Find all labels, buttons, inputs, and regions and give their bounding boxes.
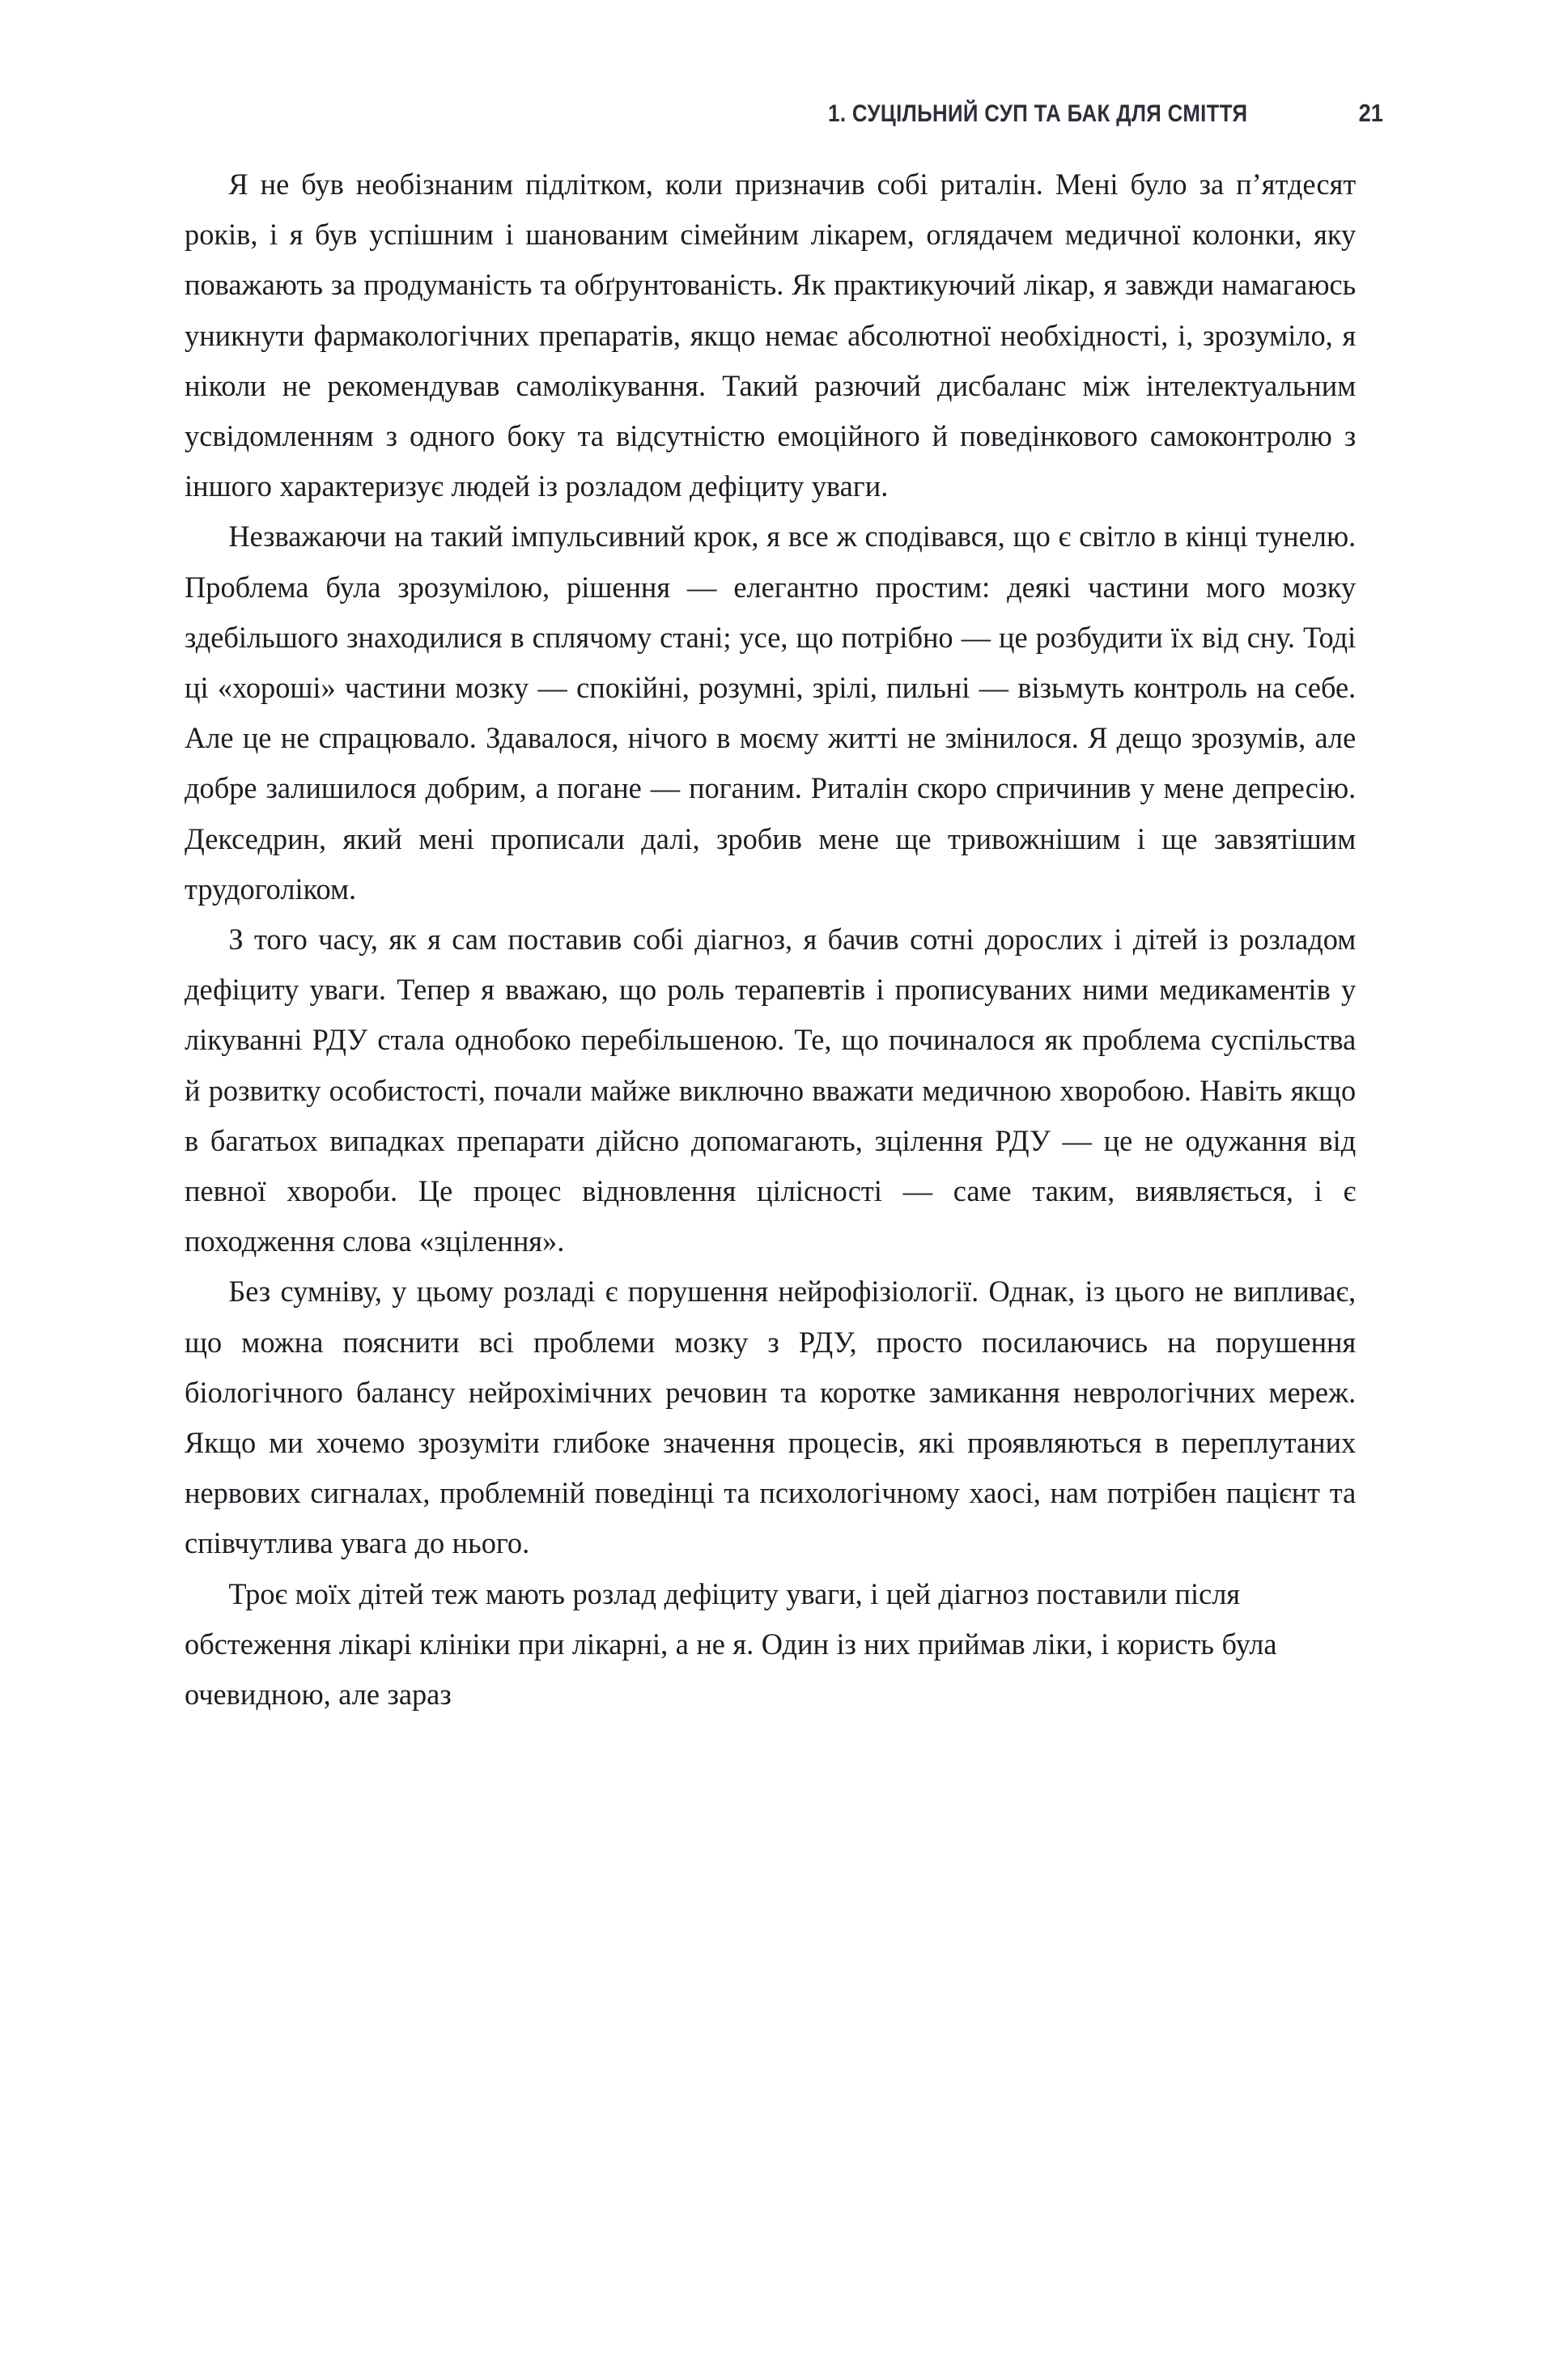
paragraph: Я не був необізнаним підлітком, коли призначив собі риталін. Мені було за п’ятдесят років, і я був успішним і шанованим сімейним лікарем, оглядачем медичної колонки, яку поважають за продуманість та обґрунтованість. Як практикуючий лікар, я завжди намагаюсь уникнути фармакологічних препаратів, якщо немає абсолютної необхідності, і, зрозуміло, я ніколи не рекомендував самолікування. Такий разючий дисбаланс між інтелектуальним усвідомленням з одного боку та відсутністю емоційного й поведінкового самоконтролю з іншого характеризує людей із розладом дефіциту уваги. [185,168,1357,504]
paragraph: Без сумніву, у цьому розладі є порушення нейрофізіології. Однак, із цього не випливає, що можна пояснити всі проблеми мозку з РДУ, просто посилаючись на порушення біологічного балансу нейрохімічних речовин та коротке замикання неврологічних мереж. Якщо ми хочемо зрозуміти глибоке значення процесів, які проявляються в переплутаних нервових сигналах, проблемній поведінці та психологічному хаосі, нам потрібен пацієнт та співчутлива увага до нього. [185,1275,1357,1561]
running-head [185,99,1392,136]
page-number: 21 [1358,99,1383,127]
running-head-chapter-title: 1. СУЦІЛЬНИЙ СУП ТА БАК ДЛЯ СМІТТЯ [828,100,1248,127]
body-text-column [185,160,1392,1720]
paragraph: Троє моїх дітей теж мають розлад дефіциту уваги, і цей діагноз поставили після обстеження лікарі клініки при лікарні, а не я. Один із них приймав ліки, і користь була очевидною, але зараз [185,1577,1277,1712]
paragraph: Незважаючи на такий імпульсивний крок, я все ж сподівався, що є світло в кінці тунелю. Проблема була зрозумілою, рішення — елегантно простим: деякі частини мого мозку здебільшого знаходилися в сплячому стані; усе, що потрібно — це розбудити їх від сну. Тоді ці «хороші» частини мозку — спокійні, розумні, зрілі, пильні — візьмуть контроль на себе. Але це не спрацювало. Здавалося, нічого в моєму житті не змінилося. Я дещо зрозумів, але добре залишилося добрим, а погане — поганим. Риталін скоро спричинив у мене депресію. Декседрин, який мені прописали далі, зробив мене ще тривожнішим і ще завзятішим трудоголіком. [185,520,1357,906]
paragraph: З того часу, як я сам поставив собі діагноз, я бачив сотні дорослих і дітей із розладом дефіциту уваги. Тепер я вважаю, що роль терапевтів і прописуваних ними медикаментів у лікуванні РДУ стала однобоко перебільшеною. Те, що починалося як проблема суспільства й розвитку особистості, почали майже виключно вважати медичною хворобою. Навіть якщо в багатьох випадках препарати дійсно допомагають, зцілення РДУ — це не одужання від певної хвороби. Це процес відновлення цілісності — саме таким, виявляється, і є походження слова «зцілення». [185,923,1357,1259]
